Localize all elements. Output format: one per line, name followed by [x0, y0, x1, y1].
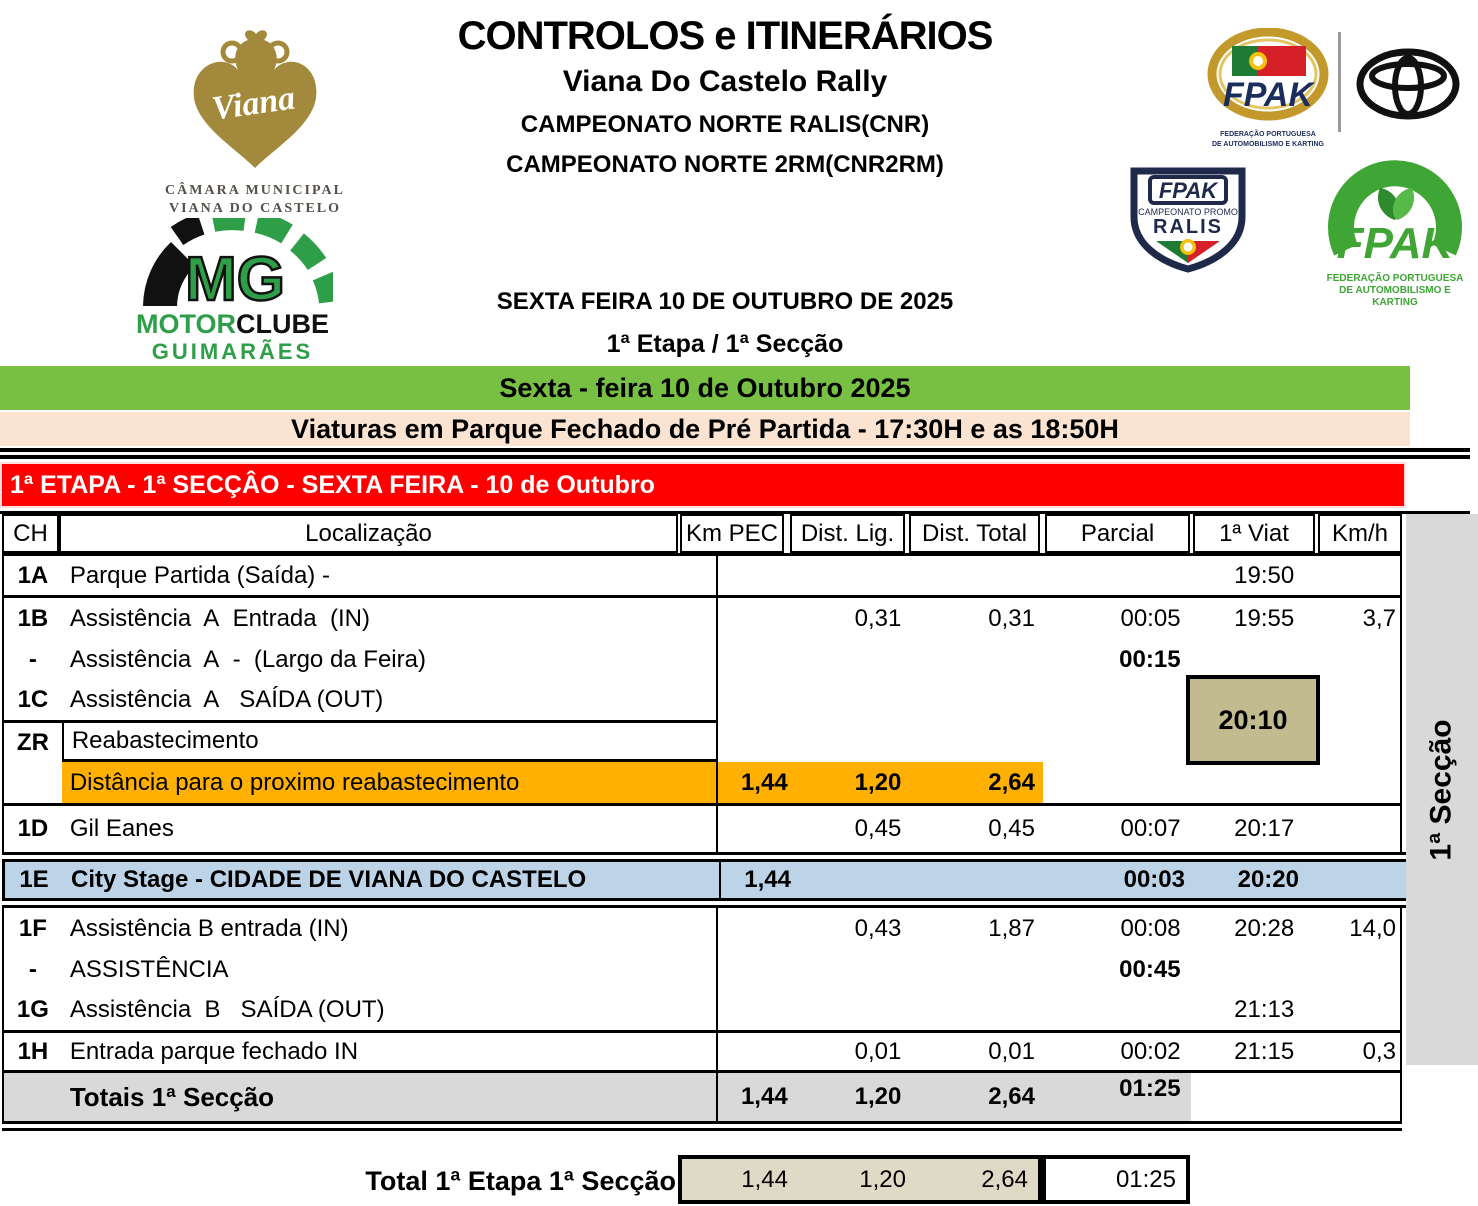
cell-dist_total: 2,64: [909, 1073, 1043, 1121]
svg-text:FPAK: FPAK: [1222, 76, 1314, 114]
cell-dist_total: 0,45: [988, 815, 1035, 842]
cell-dist_total: [909, 990, 1043, 1030]
fpak-promo-ralis-logo: [1126, 165, 1250, 278]
column-header-km-pec: Km PEC: [680, 514, 784, 553]
cell-km_pec: [718, 950, 794, 990]
stage-section-line: 1ª Etapa / 1ª Secção: [606, 330, 844, 358]
cell-viat: 20:28: [1234, 915, 1295, 942]
cell-loc: ASSISTÊNCIA: [62, 950, 718, 990]
logo-divider: [1338, 32, 1341, 132]
cell-kmh: 0,3: [1362, 1037, 1396, 1065]
cell-parcial: 00:15: [1119, 646, 1181, 673]
cell-km_pec: [718, 598, 794, 640]
masthead: [330, 14, 1120, 179]
cell-loc: City Stage - CIDADE DE VIANA DO CASTELO: [63, 862, 721, 898]
table-row-1A: [2, 556, 1402, 598]
cell-kmh: [1318, 950, 1400, 990]
cell-dist_total: [909, 720, 1043, 762]
cell-km_pec: [718, 680, 794, 720]
cell-parcial: 00:08: [1120, 915, 1181, 942]
table-row-totals: [2, 1070, 1402, 1124]
fpak-green-caption-line2: DE AUTOMOBILISMO E KARTING: [1339, 285, 1451, 308]
cell-kmh: 14,0: [1349, 915, 1396, 942]
parc-ferme-banner: Viaturas em Parque Fechado de Pré Partida - 17:30H e as 18:50H: [0, 412, 1410, 446]
cell-dist_lig: [794, 556, 910, 595]
motorclube-city: GUIMARÃES: [151, 339, 314, 364]
cell-km_pec: [718, 990, 794, 1030]
cell-dist_lig: [794, 720, 910, 762]
service-out-time-box: 20:10: [1186, 675, 1320, 765]
grand-total-time-box: 01:25: [1042, 1155, 1190, 1204]
stage-header-banner: 1ª ETAPA - 1ª SECÇÂO - SEXTA FEIRA - 10 de Outubro: [0, 462, 1406, 508]
column-header-parcial: Parcial: [1045, 514, 1190, 553]
cell-parcial: 00:05: [1120, 605, 1181, 632]
city-stage-row-frame: [2, 852, 1412, 908]
cell-dist_lig: [794, 680, 910, 720]
column-header-dist-lig: Dist. Lig.: [790, 514, 905, 553]
motorclube-wordmark: MOTORCLUBE: [136, 309, 329, 339]
cell-viat: 20:20: [1237, 866, 1299, 893]
cell-ch: -: [28, 646, 37, 673]
column-header-1a-viat: 1ª Viat: [1193, 514, 1315, 553]
championship-line1: CAMPEONATO NORTE RALIS(CNR): [520, 111, 930, 138]
cell-dist_total: [909, 950, 1043, 990]
column-header-dist-total: Dist. Total: [909, 514, 1040, 553]
table-row-dash2: [2, 950, 1402, 990]
cell-kmh: [1323, 862, 1405, 898]
cell-dist_total: 0,31: [988, 605, 1035, 632]
cell-parcial: 00:02: [1120, 1037, 1181, 1065]
cell-dist_lig: [797, 862, 913, 898]
cell-loc: Assistência B entrada (IN): [62, 908, 718, 950]
cell-viat: [1191, 762, 1319, 803]
cell-km_pec: 1,44: [744, 866, 791, 893]
viana-caption-line2: VIANA DO CASTELO: [168, 201, 342, 216]
grand-total-km-pec: 1,44: [741, 1165, 788, 1193]
table-row-1E: [2, 859, 1412, 901]
table-row-1F: [2, 908, 1402, 950]
cell-dist_lig: 0,01: [854, 1037, 902, 1065]
cell-viat: 19:50: [1234, 561, 1295, 589]
table-bottom-rule: [2, 1128, 1402, 1131]
cell-kmh: [1318, 680, 1400, 720]
svg-text:FPAK: FPAK: [1336, 219, 1454, 268]
grand-total-dist-lig: 1,20: [859, 1165, 906, 1193]
table-row-1H: [2, 1030, 1402, 1070]
cell-ch: 1A: [17, 561, 49, 589]
cell-parcial: [1043, 556, 1191, 595]
grand-total-dist-total: 2,64: [981, 1165, 1028, 1193]
table-row-dash1: [2, 640, 1402, 680]
cell-km_pec: 1,44: [718, 762, 794, 803]
table-row-refuel: [2, 762, 1402, 806]
fpak-green-icon: [1322, 158, 1468, 268]
cell-dist_lig: 0,31: [854, 605, 902, 632]
grand-total-distances-box: [678, 1155, 1042, 1204]
event-date-line: SEXTA FEIRA 10 DE OUTUBRO DE 2025: [496, 288, 954, 315]
fpak-logo: [1198, 28, 1338, 149]
cell-parcial: [1043, 990, 1191, 1030]
section-side-band: [1406, 514, 1478, 1065]
cell-kmh: [1318, 640, 1400, 680]
cell-loc: Distância para o proximo reabastecimento: [62, 762, 718, 803]
table-header-row: [2, 514, 1402, 556]
svg-text:MG: MG: [184, 245, 285, 310]
cell-dist_total: [913, 862, 1047, 898]
cell-viat: 21:15: [1234, 1037, 1295, 1065]
cell-parcial: 00:03: [1123, 866, 1185, 893]
fpak-promo-shield-icon: [1126, 165, 1250, 273]
cell-dist_lig: [794, 990, 910, 1030]
cell-loc: Assistência B SAÍDA (OUT): [62, 990, 718, 1030]
fpak-caption-line1: FEDERAÇÃO PORTUGUESA: [1220, 131, 1316, 138]
fpak-caption-line2: DE AUTOMOBILISMO E KARTING: [1212, 141, 1324, 148]
fpak-green-logo: [1322, 158, 1468, 309]
cell-viat: [1191, 950, 1319, 990]
svg-text:FPAK: FPAK: [1158, 178, 1218, 203]
table-row-1D: [2, 806, 1402, 852]
cell-parcial: [1043, 720, 1191, 762]
championship-line2: CAMPEONATO NORTE 2RM(CNR2RM): [506, 151, 944, 178]
cell-dist_lig: 1,20: [794, 762, 910, 803]
cell-parcial: [1043, 762, 1191, 803]
cell-km_pec: 1,44: [718, 1073, 794, 1121]
cell-kmh: [1318, 1073, 1400, 1121]
cell-km_pec: [718, 556, 794, 595]
cell-km_pec: [718, 640, 794, 680]
cell-loc: Parque Partida (Saída) -: [62, 556, 718, 595]
cell-dist_total: [909, 680, 1043, 720]
cell-dist_total: 1,87: [988, 915, 1035, 942]
cell-dist_total: 0,01: [988, 1037, 1035, 1065]
cell-dist_total: 2,64: [909, 762, 1043, 803]
cell-ch: 1F: [18, 915, 47, 942]
cell-kmh: [1318, 762, 1400, 803]
cell-loc: Entrada parque fechado IN: [62, 1033, 718, 1070]
separator-lines: [0, 448, 1470, 462]
cell-ch: 1G: [16, 996, 49, 1023]
motorclube-guimaraes-logo: [125, 218, 340, 365]
cell-km_pec: [718, 720, 794, 762]
cell-ch: 1C: [17, 686, 49, 713]
cell-loc: Assistência A - (Largo da Feira): [62, 640, 718, 680]
cell-kmh: 3,7: [1362, 605, 1396, 632]
cell-dist_lig: [794, 950, 910, 990]
cell-loc: Reabastecimento: [62, 720, 718, 762]
cell-loc: Totais 1ª Secção: [62, 1073, 718, 1121]
cell-ch: 1E: [19, 866, 49, 893]
cell-viat: [1191, 640, 1319, 680]
svg-text:CAMPEONATO PROMO: CAMPEONATO PROMO: [1138, 207, 1238, 217]
grand-total-label: Total 1ª Etapa 1ª Secção: [365, 1166, 676, 1196]
cell-parcial: [1043, 680, 1191, 720]
cell-km_pec: [718, 908, 794, 950]
cell-km_pec: [718, 806, 794, 852]
cell-kmh: [1318, 990, 1400, 1030]
cell-kmh: [1318, 806, 1400, 852]
rally-name: Viana Do Castelo Rally: [562, 65, 888, 98]
cell-parcial: 00:45: [1119, 956, 1181, 983]
cell-ch: 1B: [17, 605, 49, 632]
cell-ch: 1D: [17, 815, 49, 842]
fpak-green-caption-line1: FEDERAÇÃO PORTUGUESA: [1326, 273, 1464, 284]
cell-dist_total: [909, 556, 1043, 595]
cell-dist_lig: 1,20: [794, 1073, 910, 1121]
column-header-localizacao: Localização: [59, 514, 678, 553]
cell-viat: 21:13: [1234, 996, 1295, 1023]
toyota-logo: [1356, 48, 1460, 125]
viana-heart-icon: [180, 30, 330, 175]
table-row-1B: [2, 598, 1402, 640]
column-header-ch: CH: [2, 514, 59, 553]
cell-dist_total: [909, 640, 1043, 680]
cell-loc: Assistência A SAÍDA (OUT): [62, 680, 718, 720]
cell-viat: 20:17: [1234, 815, 1295, 842]
viana-caption-line1: CÂMARA MUNICIPAL: [165, 183, 345, 198]
fpak-emblem-icon: [1204, 28, 1332, 124]
table-row-1G: [2, 990, 1402, 1030]
cell-kmh: [1318, 556, 1400, 595]
cell-ch: -: [28, 956, 37, 983]
cell-ch: ZR: [4, 720, 62, 762]
svg-text:Viana: Viana: [209, 79, 298, 128]
cell-kmh: [1318, 720, 1400, 762]
table-body: [2, 556, 1402, 1124]
svg-text:RALIS: RALIS: [1153, 216, 1223, 238]
toyota-emblem-icon: [1356, 48, 1460, 120]
cell-dist_lig: 0,43: [854, 915, 902, 942]
cell-viat: [1191, 1073, 1319, 1121]
cell-ch: 1H: [17, 1037, 49, 1065]
cell-dist_lig: 0,45: [854, 815, 902, 842]
cell-ch: [4, 1073, 62, 1121]
cell-dist_lig: [794, 640, 910, 680]
cell-loc: Gil Eanes: [62, 806, 718, 852]
cell-parcial: 01:25: [1043, 1073, 1191, 1121]
section-side-label: 1ª Secção: [1425, 718, 1459, 861]
page-title: CONTROLOS e ITINERÁRIOS: [457, 14, 993, 58]
cell-ch: [4, 762, 62, 803]
itinerary-table: [2, 514, 1402, 1131]
cell-viat: 19:55: [1234, 605, 1295, 632]
cell-km_pec: [718, 1033, 794, 1070]
motorclube-gauge-icon: [133, 218, 333, 310]
column-header-kmh: Km/h: [1318, 514, 1402, 553]
day-banner: Sexta - feira 10 de Outubro 2025: [0, 366, 1410, 410]
cell-parcial: 00:07: [1120, 815, 1181, 842]
cell-loc: Assistência A Entrada (IN): [62, 598, 718, 640]
